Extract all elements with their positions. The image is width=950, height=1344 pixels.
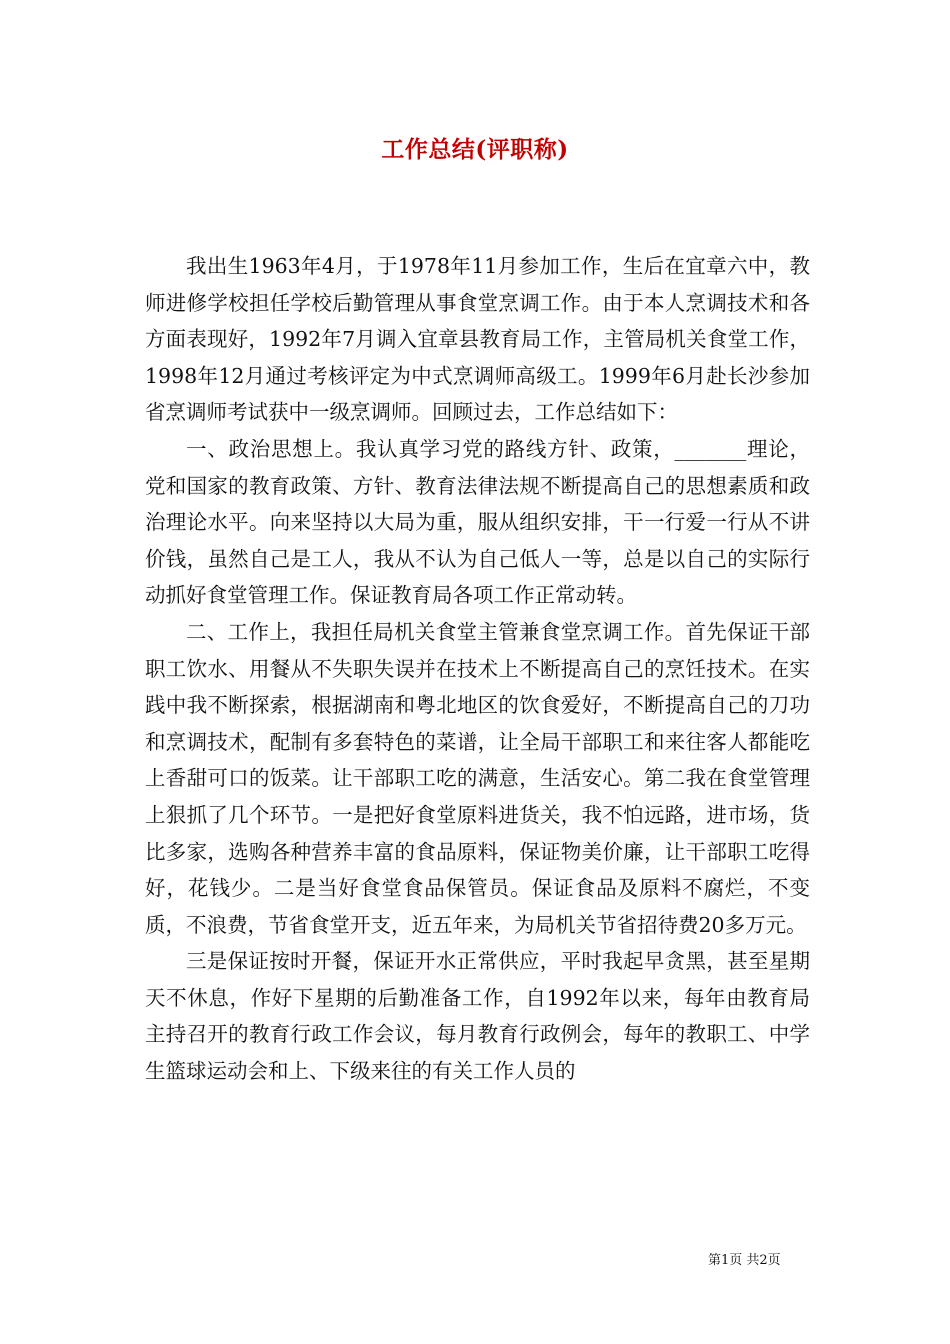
document-body: [145, 248, 810, 1090]
document-title: 工作总结(评职称): [381, 136, 569, 163]
paragraph-political: 一、政治思想上。我认真学习党的路线方针、政策，_______理论，党和国家的教育政策、方针、教育法律法规不断提高自己的思想素质和政治理论水平。向来坚持以大局为重，服从组织安排，干一行爱一行从不讲价钱，虽然自己是工人，我从不认为自己低人一等，总是以自己的实际行动抓好食堂管理工作。保证教育局各项工作正常动转。: [145, 436, 810, 608]
paragraph-work: 二、工作上，我担任局机关食堂主管兼食堂烹调工作。首先保证干部职工饮水、用餐从不失职失误并在技术上不断提高自己的烹饪技术。在实践中我不断探索，根据湖南和粤北地区的饮食爱好，不断提高自己的刀功和烹调技术，配制有多套特色的菜谱，让全局干部职工和来往客人都能吃上香甜可口的饭菜。让干部职工吃的满意，生活安心。第二我在食堂管理上狠抓了几个环节。一是把好食堂原料进货关，我不怕远路，进市场，货比多家，选购各种营养丰富的食品原料，保证物美价廉，让干部职工吃得好，花钱少。二是当好食堂食品保管员。保证食品及原料不腐烂，不变质，不浪费，节省食堂开支，近五年来，为局机关节省招待费20多万元。: [145, 619, 810, 937]
paragraph-meals: 三是保证按时开餐，保证开水正常供应，平时我起早贪黑，甚至星期天不休息，作好下星期的后勤准备工作，自1992年以来，每年由教育局主持召开的教育行政工作会议，每月教育行政例会，每年的教职工、中学生篮球运动会和上、下级来往的有关工作人员的: [145, 949, 810, 1084]
page-number: 第1页 共2页: [708, 1253, 781, 1268]
paragraph-intro: 我出生1963年4月，于1978年11月参加工作，生后在宜章六中，教师进修学校担任学校后勤管理从事食堂烹调工作。由于本人烹调技术和各方面表现好，1992年7月调入宜章县教育局工作，主管局机关食堂工作，1998年12月通过考核评定为中式烹调师高级工。1999年6月赴长沙参加省烹调师考试获中一级烹调师。回顾过去，工作总结如下：: [145, 254, 810, 425]
